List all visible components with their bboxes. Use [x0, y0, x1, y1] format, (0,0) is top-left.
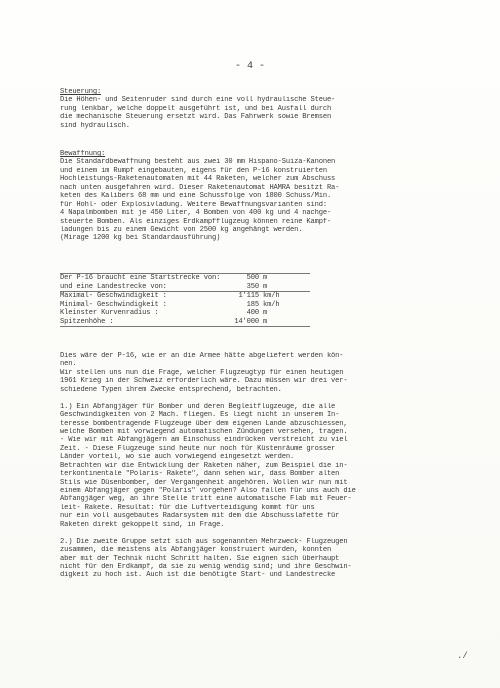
spec-row [60, 283, 310, 293]
page-number: - 4 - [234, 61, 265, 72]
section-steuerung [60, 88, 468, 130]
text-line: terkontinentale "Polaris- Rakete", dann sehen wir, dass Bomber alten [60, 470, 340, 479]
text-line: - Wie wir mit Abfangjägern am Einschuss eindrücken verstreicht zu viel [60, 436, 348, 445]
text-line: aber mit der Technik nicht Schritt halten. Sie eignen sich überhaupt [60, 554, 340, 563]
text-line: zusammen, die meistens als Abfangjäger konstruiert wurden, konnten [60, 546, 332, 555]
text-line: und einem im Rumpf eingebauten, eigens für den P-16 konstruierten [60, 166, 327, 175]
text-line: teresse bombentragende Flugzeuge über dem eigenen Lande abzuschiessen, [60, 419, 348, 428]
text-line: 2.) Die zweite Gruppe setzt sich aus sogenannten Mehrzweck- Flugzeugen [60, 537, 348, 546]
text-line: nur ein voll ausgebautes Radarsystem mit dem die Abschusslafette für [60, 512, 340, 521]
spec-label: Maximal- Geschwindigkeit : [60, 292, 167, 300]
text-line: Die Standardbewaffnung besteht aus zwei 30 mm Hispano-Suiza-Kanonen [60, 158, 336, 167]
section-bewaffnung [60, 150, 468, 243]
text-line: nen. [60, 360, 77, 369]
spec-unit: m [263, 317, 268, 326]
text-line: Die Höhen- und Seitenruder sind durch eine voll hydraulische Steue- [60, 96, 336, 105]
text-line: Abfangjäger weg, an ihre Stelle tritt eine automatische Flab mit Feuer- [60, 495, 352, 504]
text-line: einem Abfangjäger gegen "Polaris" vorgehen? Also fallen für uns auch die [60, 487, 356, 495]
spec-value: 350 [246, 282, 259, 291]
text-line: die mechanische Steuerung ersetzt wird. Das Fahrwerk sowie Bremsen [60, 113, 332, 122]
spec-label: Minimal- Geschwindigkeit : [60, 300, 167, 309]
body-text [60, 352, 468, 580]
text-line: nach unten ausgefahren wird. Dieser Raketenautomat HAMRA besitzt Ra- [60, 183, 340, 192]
text-line: Wir stellen uns nun die Frage, welcher Flugzeugtyp für einen heutigen [60, 368, 344, 377]
text-line: keten des Kalibers 68 mm und eine Schussfolge von 1800 Schuss/Min. [60, 192, 332, 201]
text-line: steuerte Bomben. Als einziges Erdkampfflugzeug können reine Kampf- [60, 217, 332, 226]
text-line: Stils wie Düsenbomber, der Vergangenheit angehören. Wollen wir nun mit [60, 478, 348, 487]
text-line: Geschwindigkeiten von 2 Mach. fliegen. Es liegt nicht in unserem In- [60, 411, 340, 420]
text-line: ladungen bis zu einem Gewicht von 2500 kg angehängt werden. [60, 225, 303, 234]
spec-value: 500 [246, 274, 259, 282]
text-line [60, 394, 468, 402]
text-line: 1961 Krieg in der Schweiz erforderlich wäre. Dazu müssen wir drei ver- [60, 377, 348, 386]
text-line: welche Bomben mit vorwiegend automatischen Zündungen versehen, tragen. [60, 427, 348, 436]
text-line: rung lenkbar, welche doppelt ausgeführt ist, und bei Ausfall durch [60, 104, 332, 113]
text-line: nicht für den Erdkampf, da sie zu wenig wendig sind; und ihre Geschwin- [60, 562, 352, 571]
text-line: (Mirage 1200 kg bei Standardausführung) [60, 234, 221, 243]
spec-row [60, 292, 310, 301]
corner-mark: ./ [457, 651, 468, 661]
spec-label: Kleinster Kurvenradius : [60, 309, 159, 317]
text-line: für Hohl- oder Explosivladung. Weitere Bewaffnungsvarianten sind: [60, 200, 327, 209]
spec-value: 185 [246, 300, 259, 309]
spec-unit: km/h [263, 292, 280, 300]
spec-table [60, 273, 310, 327]
spec-row [60, 301, 310, 310]
spec-value: 14'000 [234, 317, 259, 326]
spec-label: Der P-16 braucht eine Startstrecke von: [60, 274, 221, 282]
text-line: 4 Napalmbomben mit je 450 Liter, 4 Bomben von 400 kg und 4 nachge- [60, 209, 332, 218]
spec-label: und eine Landestrecke von: [60, 282, 167, 291]
section-heading: Bewaffnung: [60, 150, 106, 158]
spec-value: 1'115 [238, 292, 259, 300]
text-line: digkeit zu hoch ist. Auch ist die benötigte Start- und Landestrecke [60, 571, 336, 580]
spec-row [60, 309, 310, 318]
text-line: 1.) Ein Abfangjäger für Bomber und deren Begleitflugzeuge, die alle [60, 402, 336, 411]
text-line: Hochleistungs-Raketenautomaten mit 44 Raketen, welcher zum Abschuss [60, 175, 336, 184]
spec-row [60, 274, 310, 283]
spec-value: 400 [246, 309, 259, 317]
text-line: sind hydraulisch. [60, 121, 130, 130]
spec-unit: m [263, 274, 268, 282]
text-line: Dies wäre der P-16, wie er an die Armee hätte abgeliefert werden kön- [60, 352, 344, 360]
text-line [60, 529, 468, 537]
text-line: leit- Rakete. Resultat: für die Luftverteidigung kommt für uns [60, 503, 315, 512]
text-line: Betrachten wir die Entwicklung der Raketen näher, zum Beispiel die in- [60, 461, 348, 470]
spec-unit: km/h [263, 300, 280, 309]
spec-row [60, 318, 310, 328]
text-line: Länder vorteil, wo sie auch vorwiegend eingesetzt werden. [60, 453, 295, 462]
spec-unit: m [263, 309, 268, 317]
text-line: Raketen direkt gekoppelt sind, in Frage. [60, 520, 225, 529]
text-line: Zeit. - Diese Flugzeuge sind heute nur noch für Küstenräume grosser [60, 444, 336, 453]
text-line: schiedene Typen ihrem Zwecke entsprechend, betrachten. [60, 385, 282, 394]
spec-unit: m [263, 282, 268, 291]
section-heading: Steuerung: [60, 88, 102, 96]
spec-label: Spitzenhöhe : [60, 317, 114, 326]
